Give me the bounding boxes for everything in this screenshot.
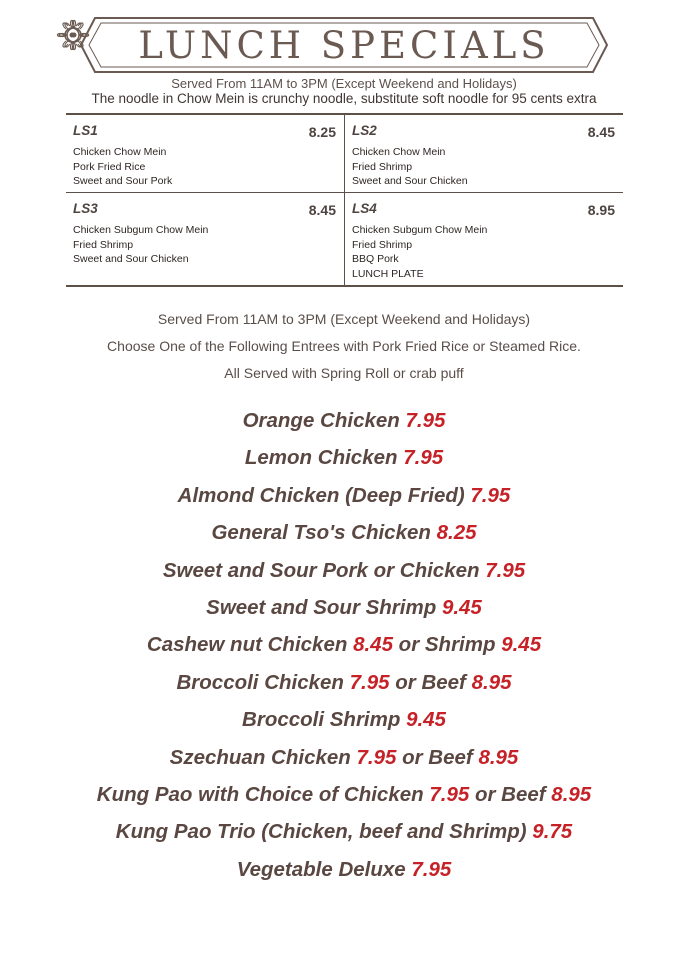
special-item: LUNCH PLATE	[352, 267, 424, 280]
entree-name: Almond Chicken (Deep Fried)	[177, 483, 471, 507]
entree-item	[0, 439, 688, 476]
entree-item	[0, 664, 688, 701]
special-item: Pork Fried Rice	[73, 160, 146, 173]
entree-name: Sweet and Sour Shrimp	[206, 595, 442, 619]
entree-name: Lemon Chicken	[244, 446, 404, 470]
entree-item	[0, 851, 688, 888]
lunch-special-ls4	[345, 193, 615, 280]
entree-sides-note: All Served with Spring Roll or crab puff	[224, 365, 464, 381]
entree-list	[0, 402, 688, 888]
entree-price: 7.95	[356, 745, 397, 769]
entree-price: 8.95	[551, 782, 592, 806]
noodle-note: The noodle in Chow Mein is crunchy noodle, substitute soft noodle for 95 cents extra	[91, 91, 597, 106]
entree-price: 9.45	[406, 708, 446, 732]
special-items	[73, 145, 172, 189]
entree-item	[0, 514, 688, 551]
special-item: Sweet and Sour Chicken	[352, 175, 468, 187]
special-item: BBQ Pork	[352, 253, 399, 265]
entree-price: 7.95	[405, 409, 446, 432]
special-item: Chicken Subgum Chow Mein	[352, 224, 488, 236]
special-code: LS1	[73, 123, 98, 138]
entree-name: Orange Chicken	[242, 409, 406, 432]
entree-name: Vegetable Deluxe	[236, 857, 412, 881]
floral-flourish-icon	[55, 14, 89, 56]
special-item: Sweet and Sour Chicken	[73, 253, 189, 265]
special-item: Fried Shrimp	[73, 238, 134, 251]
entree-item	[0, 589, 688, 626]
entree-name: or Beef	[389, 670, 472, 694]
entree-name: or Beef	[396, 745, 479, 769]
entree-price: 8.45	[353, 633, 393, 657]
entree-price: 7.95	[411, 857, 452, 881]
entree-item	[0, 626, 688, 663]
special-item: Chicken Chow Mein	[73, 146, 167, 158]
entree-name: Broccoli Shrimp	[242, 708, 407, 732]
lunch-special-ls3	[66, 193, 336, 268]
special-price: 8.45	[587, 124, 615, 140]
special-items	[73, 223, 208, 267]
special-price: 8.45	[308, 202, 336, 218]
entree-name: Kung Pao Trio (Chicken, beef and Shrimp)	[115, 820, 533, 844]
entree-name: or Shrimp	[392, 633, 502, 657]
special-item: Fried Shrimp	[352, 238, 413, 251]
entree-name: Broccoli Chicken	[176, 670, 350, 694]
entree-item	[0, 552, 688, 589]
special-price: 8.25	[308, 124, 336, 140]
special-item: Sweet and Sour Pork	[73, 175, 173, 187]
entree-name: Kung Pao with Choice of Chicken	[96, 782, 430, 806]
entree-choice-note: Choose One of the Following Entrees with Pork Fried Rice or Steamed Rice.	[107, 338, 581, 354]
special-item: Fried Shrimp	[352, 160, 413, 173]
entree-item	[0, 477, 688, 514]
entree-price: 9.45	[501, 633, 542, 657]
entree-price: 7.95	[403, 446, 444, 470]
special-item: Chicken Subgum Chow Mein	[73, 224, 209, 236]
entree-price: 9.45	[441, 595, 482, 619]
lunch-specials-table	[66, 113, 623, 287]
special-code: LS3	[73, 201, 98, 216]
entree-name: Cashew nut Chicken	[146, 633, 354, 657]
entree-price: 8.95	[478, 745, 519, 769]
entree-served-hours-note: Served From 11AM to 3PM (Except Weekend and Holidays)	[157, 311, 531, 327]
entree-item	[0, 701, 688, 738]
special-items	[352, 145, 468, 189]
special-code: LS2	[352, 123, 377, 138]
entree-price: 7.95	[429, 782, 470, 806]
special-price: 8.95	[587, 202, 615, 218]
entree-price: 8.25	[436, 521, 477, 545]
page-title: LUNCH SPECIALS	[138, 24, 550, 67]
entree-name: Sweet and Sour Pork or Chicken	[162, 558, 486, 582]
entree-price: 7.95	[349, 670, 390, 694]
entree-item	[0, 776, 688, 813]
entree-name: General Tso's Chicken	[211, 521, 437, 545]
lunch-special-ls1	[66, 115, 336, 190]
entree-name: Szechuan Chicken	[169, 745, 357, 769]
lunch-special-ls2	[345, 115, 615, 190]
special-item: Chicken Chow Mein	[352, 146, 446, 158]
special-items	[352, 223, 487, 281]
title-banner	[55, 14, 633, 76]
special-code: LS4	[352, 201, 377, 216]
entree-name: or Beef	[469, 782, 552, 806]
served-hours-note: Served From 11AM to 3PM (Except Weekend and Holidays)	[171, 76, 517, 91]
entree-item	[0, 402, 688, 439]
entree-item	[0, 739, 688, 776]
entree-price: 7.95	[485, 558, 526, 582]
entree-price: 8.95	[471, 670, 512, 694]
entree-price: 9.75	[532, 820, 573, 844]
entree-price: 7.95	[470, 483, 511, 507]
entree-item	[0, 813, 688, 850]
